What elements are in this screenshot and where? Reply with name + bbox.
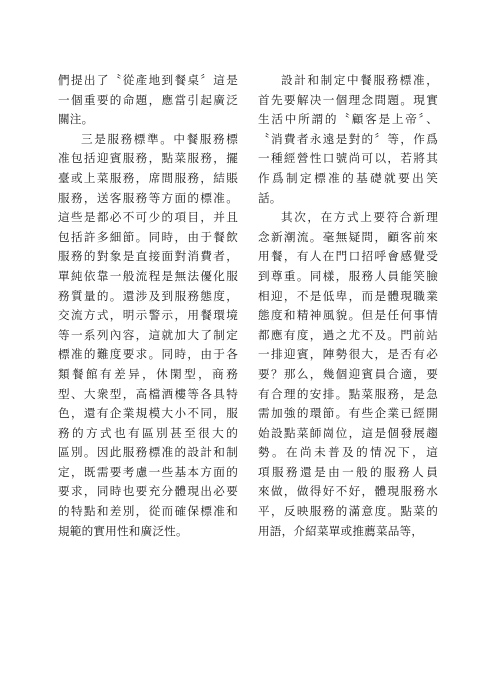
text-line: 規範的實用性和廣泛性。 — [58, 523, 188, 538]
text-line: 念新潮流。毫無疑問，顧客前來 — [258, 229, 438, 244]
text-line: 類餐館有差异，休閑型，商務 — [58, 366, 238, 381]
text-line: 單純依靠一般流程是無法優化服 — [58, 268, 238, 283]
text-line: 標准的難度要求。同時，由于各 — [58, 347, 238, 362]
text-line: 項服務還是由一般的服務人員 — [258, 464, 438, 479]
text-line: 包括許多細節。同時，由于餐飲 — [58, 229, 238, 244]
text-line: 定，既需要考慮一些基本方面的 — [58, 464, 238, 479]
text-line: 其次，在方式上要符合新理 — [281, 210, 438, 225]
text-line: 一個重要的命題，應當引起廣泛 — [58, 92, 238, 107]
text-line: 平，反映服務的滿意度。點菜的 — [258, 504, 438, 519]
left-text-column — [58, 71, 238, 541]
text-line: 一排迎賓，陣勢很大，是否有必 — [258, 347, 438, 362]
text-line: 到尊重。同樣，服務人員能笑臉 — [258, 268, 438, 283]
text-line: 都應有度，過之尤不及。門前站 — [258, 327, 438, 342]
text-line: 務質量的。還涉及到服務態度， — [58, 288, 238, 303]
text-line: 型、大衆型，高檔酒樓等各具特 — [58, 386, 238, 401]
text-line: 的特點和差別，從而確保標准和 — [58, 504, 238, 519]
text-line: 話。 — [258, 190, 282, 205]
text-line: 三是服務標準。中餐服務標 — [81, 131, 238, 146]
text-line: 首先要解决一個理念問題。現實 — [258, 92, 438, 107]
text-line: 用餐，有人在門口招呼會感覺受 — [258, 249, 438, 264]
text-line: 關注。 — [58, 112, 94, 127]
text-line: 們提出了〝從產地到餐桌〞這是 — [58, 73, 238, 87]
text-line: 設計和制定中餐服務標准， — [281, 73, 438, 87]
text-line: 勢。在尚未普及的情况下，這 — [258, 445, 438, 460]
text-line: 相迎，不是低卑，而是體現職業 — [258, 288, 438, 303]
text-line: 要？那么，幾個迎賓員合適，要 — [258, 366, 438, 381]
text-line: 〝消費者永遠是對的〞等，作爲 — [258, 131, 438, 146]
text-line: 務的方式也有區別甚至很大的 — [58, 425, 238, 440]
text-line: 服務的對象是直接面對消費者， — [58, 249, 238, 264]
text-line: 作爲制定標准的基礎就要出笑 — [258, 170, 438, 185]
text-line: 這些是都必不可少的項目，并且 — [58, 210, 238, 225]
text-line: 要求，同時也要充分體現出必要 — [58, 484, 238, 499]
text-line: 有合理的安排。點菜服務，是急 — [258, 386, 438, 401]
text-line: 始設點菜師崗位，這是個發展趨 — [258, 425, 438, 440]
text-line: 臺或上菜服務，席間服務，結賬 — [58, 170, 238, 185]
text-line: 等一系列內容，這就加大了制定 — [58, 327, 238, 342]
text-line: 需加強的環節。有些企業已經開 — [258, 406, 438, 421]
text-line: 態度和精神風貌。但是任何事情 — [258, 308, 438, 323]
text-line: 准包括迎賓服務，點菜服務，擺 — [58, 151, 238, 166]
text-line: 生活中所謂的〝顧客是上帝〞、 — [258, 112, 438, 127]
text-line: 服務，送客服務等方面的標准。 — [58, 190, 238, 205]
text-line: 一種經營性口號尚可以，若將其 — [258, 151, 438, 166]
text-line: 用語，介紹菜單或推薦菜品等， — [258, 523, 424, 538]
text-line: 區別。因此服務標准的設計和制 — [58, 445, 238, 460]
text-line: 交流方式，明示警示，用餐環境 — [58, 308, 238, 323]
text-line: 來做，做得好不好，體現服務水 — [258, 484, 438, 499]
text-line: 色，還有企業規模大小不同，服 — [58, 406, 238, 421]
right-text-column — [258, 71, 438, 541]
